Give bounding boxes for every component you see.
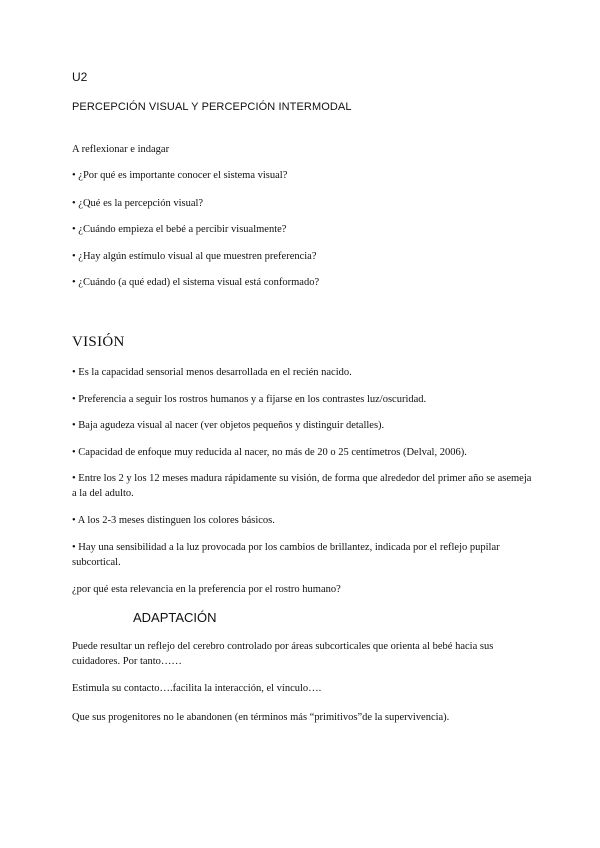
document-title: PERCEPCIÓN VISUAL Y PERCEPCIÓN INTERMODAL	[72, 101, 352, 113]
vision-bullet: • Es la capacidad sensorial menos desarrollada en el recién nacido.	[72, 367, 352, 378]
question-item: • ¿Cuándo (a qué edad) el sistema visual está conformado?	[72, 277, 320, 288]
question-item: • ¿Por qué es importante conocer el sistema visual?	[72, 170, 288, 181]
adaptation-heading: ADAPTACIÓN	[133, 610, 217, 625]
vision-bullet: • Baja agudeza visual al nacer (ver objetos pequeños y distinguir detalles).	[72, 420, 385, 431]
unit-label: U2	[72, 70, 88, 84]
relevance-question: ¿por qué esta relevancia en la preferencia por el rostro humano?	[72, 584, 341, 595]
vision-bullet: • Preferencia a seguir los rostros humanos y a fijarse en los contrastes luz/oscuridad.	[72, 394, 427, 405]
vision-bullet: • Hay una sensibilidad a la luz provocada por los cambios de brillantez, indicada por el reflejo pupilar subcortical.	[72, 542, 500, 568]
reflect-heading: A reflexionar e indagar	[72, 144, 170, 155]
vision-heading: VISIÓN	[72, 334, 125, 350]
adaptation-paragraph: Puede resultar un reflejo del cerebro controlado por áreas subcorticales que orienta al bebé hacia sus cuidadores. Por tanto……	[72, 641, 494, 667]
question-item: • ¿Cuándo empieza el bebé a percibir visualmente?	[72, 224, 287, 235]
question-item: • ¿Hay algún estímulo visual al que muestren preferencia?	[72, 251, 317, 262]
vision-bullet: • Capacidad de enfoque muy reducida al nacer, no más de 20 o 25 centímetros (Delval, 2006).	[72, 447, 467, 458]
question-item: • ¿Qué es la percepción visual?	[72, 198, 204, 209]
vision-bullet: • A los 2-3 meses distinguen los colores básicos.	[72, 515, 275, 526]
vision-bullet: • Entre los 2 y los 12 meses madura rápidamente su visión, de forma que alrededor del primer año se asemeja a la del adulto.	[72, 473, 532, 499]
adaptation-paragraph: Que sus progenitores no le abandonen (en términos más “primitivos”de la supervivencia).	[72, 712, 450, 723]
adaptation-paragraph: Estimula su contacto….facilita la interacción, el vínculo….	[72, 683, 322, 694]
